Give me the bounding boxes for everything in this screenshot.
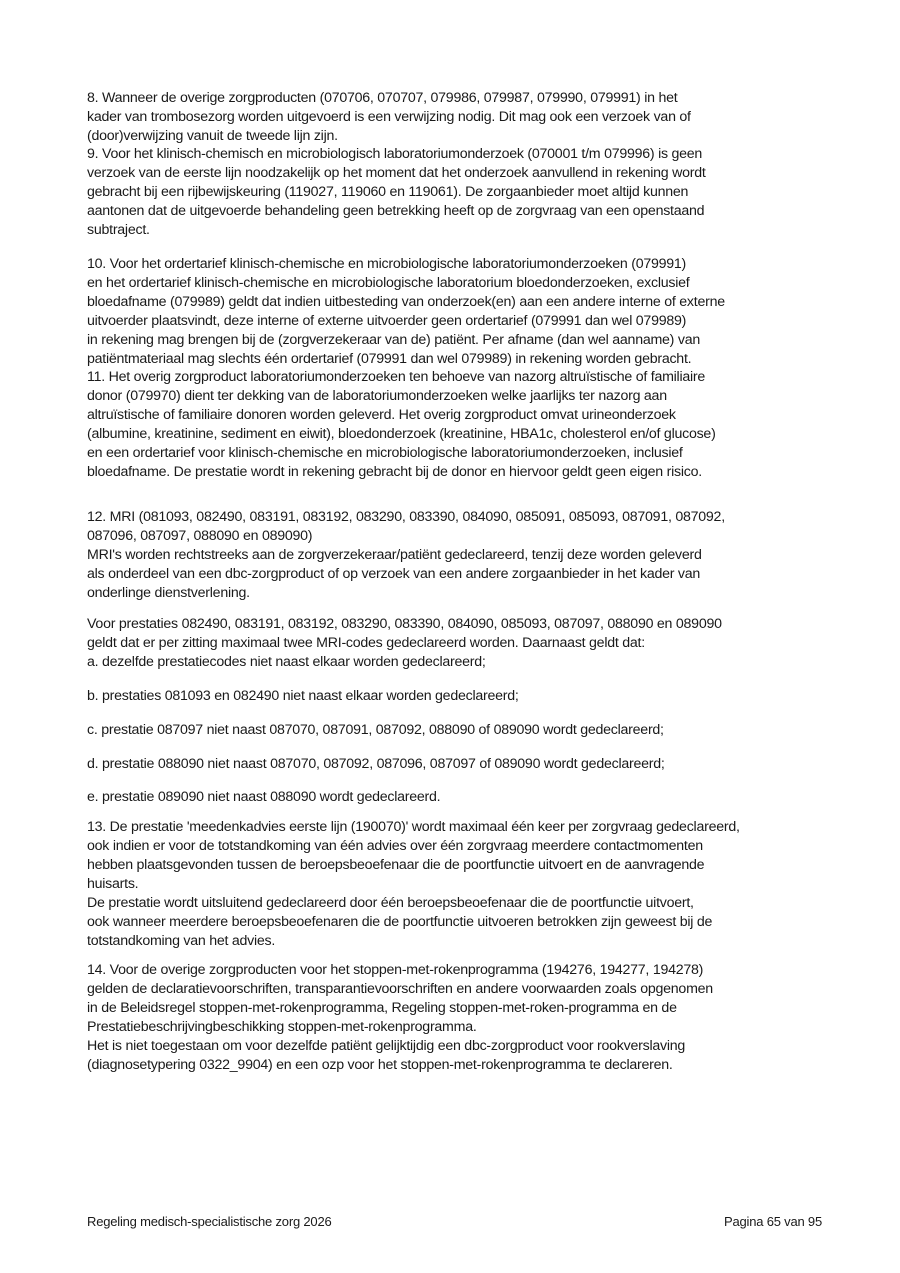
text-line: De prestatie wordt uitsluitend gedeclareerd door één beroepsbeoefenaar die de poortfunctie uitvoert, xyxy=(87,895,694,911)
paragraph-12 xyxy=(87,508,827,603)
text-line: aantonen dat de uitgevoerde behandeling geen betrekking heeft op de zorgvraag van een openstaand xyxy=(87,203,705,219)
paragraph-12-mri-rules xyxy=(87,615,827,653)
text-line: 12. MRI (081093, 082490, 083191, 083192, 083290, 083390, 084090, 085091, 085093, 087091, 087092, xyxy=(87,509,725,525)
text-line: 9. Voor het klinisch-chemisch en microbiologisch laboratoriumonderzoek (070001 t/m 079996) is geen xyxy=(87,146,703,162)
text-line: MRI's worden rechtstreeks aan de zorgverzekeraar/patiënt gedeclareerd, tenzij deze worden geleverd xyxy=(87,547,702,563)
list-item-a xyxy=(87,653,827,672)
text-line: en het ordertarief klinisch-chemische en microbiologische laboratorium bloedonderzoeken, exclusief xyxy=(87,275,690,291)
list-item-c xyxy=(87,721,827,740)
footer-page-number: Pagina 65 van 95 xyxy=(724,1214,822,1229)
text-line: geldt dat er per zitting maximaal twee MRI-codes gedeclareerd worden. Daarnaast geldt dat: xyxy=(87,635,645,651)
text-line: ook indien er voor de totstandkoming van één advies over één zorgvraag meerdere contactmomenten xyxy=(87,838,703,854)
text-line: ook wanneer meerdere beroepsbeoefenaren die de poortfunctie uitvoeren betrokken zijn geweest bij de xyxy=(87,914,713,930)
text-line: bloedafname (079989) geldt dat indien uitbesteding van onderzoek(en) aan een andere interne of externe xyxy=(87,294,725,310)
text-line: en een ordertarief voor klinisch-chemische en microbiologische laboratoriumonderzoeken, inclusief xyxy=(87,445,683,461)
paragraph-10 xyxy=(87,255,827,369)
text-line: Het is niet toegestaan om voor dezelfde patiënt gelijktijdig een dbc-zorgproduct voor rookverslaving xyxy=(87,1038,686,1054)
text-line: 10. Voor het ordertarief klinisch-chemische en microbiologische laboratoriumonderzoeken (079991) xyxy=(87,256,687,272)
text-line: Prestatiebeschrijvingbeschikking stoppen-met-rokenprogramma. xyxy=(87,1019,477,1035)
text-line: (albumine, kreatinine, sediment en eiwit), bloedonderzoek (kreatinine, HBA1c, cholesterol en/of glucose) xyxy=(87,426,716,442)
text-line: (diagnosetypering 0322_9904) en een ozp voor het stoppen-met-rokenprogramma te declareren. xyxy=(87,1057,673,1073)
text-line: c. prestatie 087097 niet naast 087070, 087091, 087092, 088090 of 089090 wordt gedeclareerd; xyxy=(87,722,664,738)
text-line: b. prestaties 081093 en 082490 niet naast elkaar worden gedeclareerd; xyxy=(87,688,519,704)
list-item-d xyxy=(87,755,827,774)
paragraph-8 xyxy=(87,89,827,146)
text-line: (door)verwijzing vanuit de tweede lijn zijn. xyxy=(87,128,338,144)
text-line: 14. Voor de overige zorgproducten voor het stoppen-met-rokenprogramma (194276, 194277, 194278) xyxy=(87,962,704,978)
text-line: 8. Wanneer de overige zorgproducten (070706, 070707, 079986, 079987, 079990, 079991) in het xyxy=(87,90,678,106)
text-line: d. prestatie 088090 niet naast 087070, 087092, 087096, 087097 of 089090 wordt gedeclareerd; xyxy=(87,756,665,772)
paragraph-9 xyxy=(87,145,827,240)
text-line: gebracht bij een rijbewijskeuring (119027, 119060 en 119061). De zorgaanbieder moet altijd kunnen xyxy=(87,184,689,200)
paragraph-11 xyxy=(87,368,827,482)
paragraph-13 xyxy=(87,818,827,951)
text-line: 087096, 087097, 088090 en 089090) xyxy=(87,528,313,544)
text-line: kader van trombosezorg worden uitgevoerd is een verwijzing nodig. Dit mag ook een verzoek van of xyxy=(87,109,691,125)
text-line: onderlinge dienstverlening. xyxy=(87,585,250,601)
text-line: subtraject. xyxy=(87,222,150,238)
text-line: a. dezelfde prestatiecodes niet naast elkaar worden gedeclareerd; xyxy=(87,654,486,670)
list-item-b xyxy=(87,687,827,706)
text-line: verzoek van de eerste lijn noodzakelijk op het moment dat het onderzoek aanvullend in rekening wordt xyxy=(87,165,706,181)
text-line: 13. De prestatie 'meedenkadvies eerste lijn (190070)' wordt maximaal één keer per zorgvraag gedeclareerd, xyxy=(87,819,740,835)
text-line: huisarts. xyxy=(87,876,139,892)
text-line: 11. Het overig zorgproduct laboratoriumonderzoeken ten behoeve van nazorg altruïstische of familiaire xyxy=(87,369,706,385)
text-line: Voor prestaties 082490, 083191, 083192, 083290, 083390, 084090, 085093, 087097, 088090 en 089090 xyxy=(87,616,722,632)
text-line: altruïstische of familiaire donoren worden geleverd. Het overig zorgproduct omvat urineonderzoek xyxy=(87,407,676,423)
paragraph-14 xyxy=(87,961,827,1075)
footer-document-title: Regeling medisch-specialistische zorg 2026 xyxy=(87,1214,332,1229)
text-line: hebben plaatsgevonden tussen de beroepsbeoefenaar die de poortfunctie uitvoert en de aanvragende xyxy=(87,857,705,873)
text-line: gelden de declaratievoorschriften, transparantievoorschriften en andere voorwaarden zoals opgenomen xyxy=(87,981,713,997)
text-line: als onderdeel van een dbc-zorgproduct of op verzoek van een andere zorgaanbieder in het kader van xyxy=(87,566,701,582)
text-line: patiëntmateriaal mag slechts één ordertarief (079991 dan wel 079989) in rekening worden gebracht. xyxy=(87,351,692,367)
text-line: bloedafname. De prestatie wordt in rekening gebracht bij de donor en hiervoor geldt geen eigen risico. xyxy=(87,464,702,480)
text-line: in rekening mag brengen bij de (zorgverzekeraar van de) patiënt. Per afname (dan wel aanname) van xyxy=(87,332,700,348)
text-line: donor (079970) dient ter dekking van de laboratoriumonderzoeken welke jaarlijks ter nazorg aan xyxy=(87,388,667,404)
text-line: uitvoerder plaatsvindt, deze interne of externe uitvoerder geen ordertarief (079991 dan wel 079989) xyxy=(87,313,687,329)
text-line: in de Beleidsregel stoppen-met-rokenprogramma, Regeling stoppen-met-roken-programma en de xyxy=(87,1000,677,1016)
list-item-e xyxy=(87,788,827,807)
text-line: e. prestatie 089090 niet naast 088090 wordt gedeclareerd. xyxy=(87,789,441,805)
text-line: totstandkoming van het advies. xyxy=(87,933,276,949)
